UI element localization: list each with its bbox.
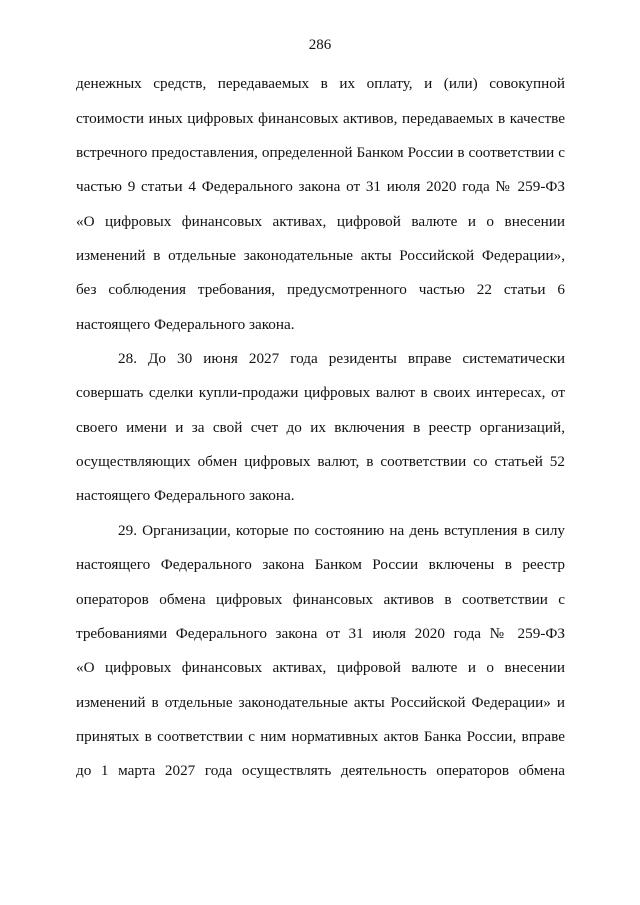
paragraph-line: настоящего Федерального закона Банком России включены в реестр bbox=[76, 556, 565, 573]
paragraph-line: стоимости иных цифровых финансовых активов, передаваемых в качестве bbox=[76, 110, 565, 127]
page-number: 286 bbox=[308, 37, 332, 53]
paragraph-line: осуществляющих обмен цифровых валют, в соответствии со статьей 52 bbox=[76, 453, 565, 470]
paragraph-line: частью 9 статьи 4 Федерального закона от 31 июля 2020 года № 259-ФЗ bbox=[76, 178, 565, 195]
paragraph-line: принятых в соответствии с ним нормативных актов Банка России, вправе bbox=[76, 728, 565, 745]
paragraph-line: без соблюдения требования, предусмотренного частью 22 статьи 6 bbox=[76, 281, 565, 298]
paragraph-line: изменений в отдельные законодательные акты Российской Федерации», bbox=[76, 247, 565, 264]
paragraph-line: изменений в отдельные законодательные акты Российской Федерации» и bbox=[76, 694, 565, 711]
paragraph-line: «О цифровых финансовых активах, цифровой валюте и о внесении bbox=[76, 213, 565, 230]
paragraph-line: встречного предоставления, определенной Банком России в соответствии с bbox=[76, 144, 565, 161]
paragraph-line: требованиями Федерального закона от 31 июля 2020 года № 259-ФЗ bbox=[76, 625, 565, 642]
paragraph-line: денежных средств, передаваемых в их оплату, и (или) совокупной bbox=[76, 75, 565, 92]
paragraph-line: 29. Организации, которые по состоянию на день вступления в силу bbox=[118, 522, 565, 539]
paragraph-line: 28. До 30 июня 2027 года резиденты вправе систематически bbox=[118, 350, 565, 367]
paragraph-line: до 1 марта 2027 года осуществлять деятельность операторов обмена bbox=[76, 762, 565, 779]
paragraph-line: «О цифровых финансовых активах, цифровой валюте и о внесении bbox=[76, 659, 565, 676]
paragraph-line: операторов обмена цифровых финансовых активов в соответствии с bbox=[76, 591, 565, 608]
paragraph-line: своего имени и за свой счет до их включения в реестр организаций, bbox=[76, 419, 565, 436]
paragraph-line: совершать сделки купли-продажи цифровых валют в своих интересах, от bbox=[76, 384, 565, 401]
paragraph-line: настоящего Федерального закона. bbox=[76, 316, 295, 333]
paragraph-line: настоящего Федерального закона. bbox=[76, 487, 295, 504]
